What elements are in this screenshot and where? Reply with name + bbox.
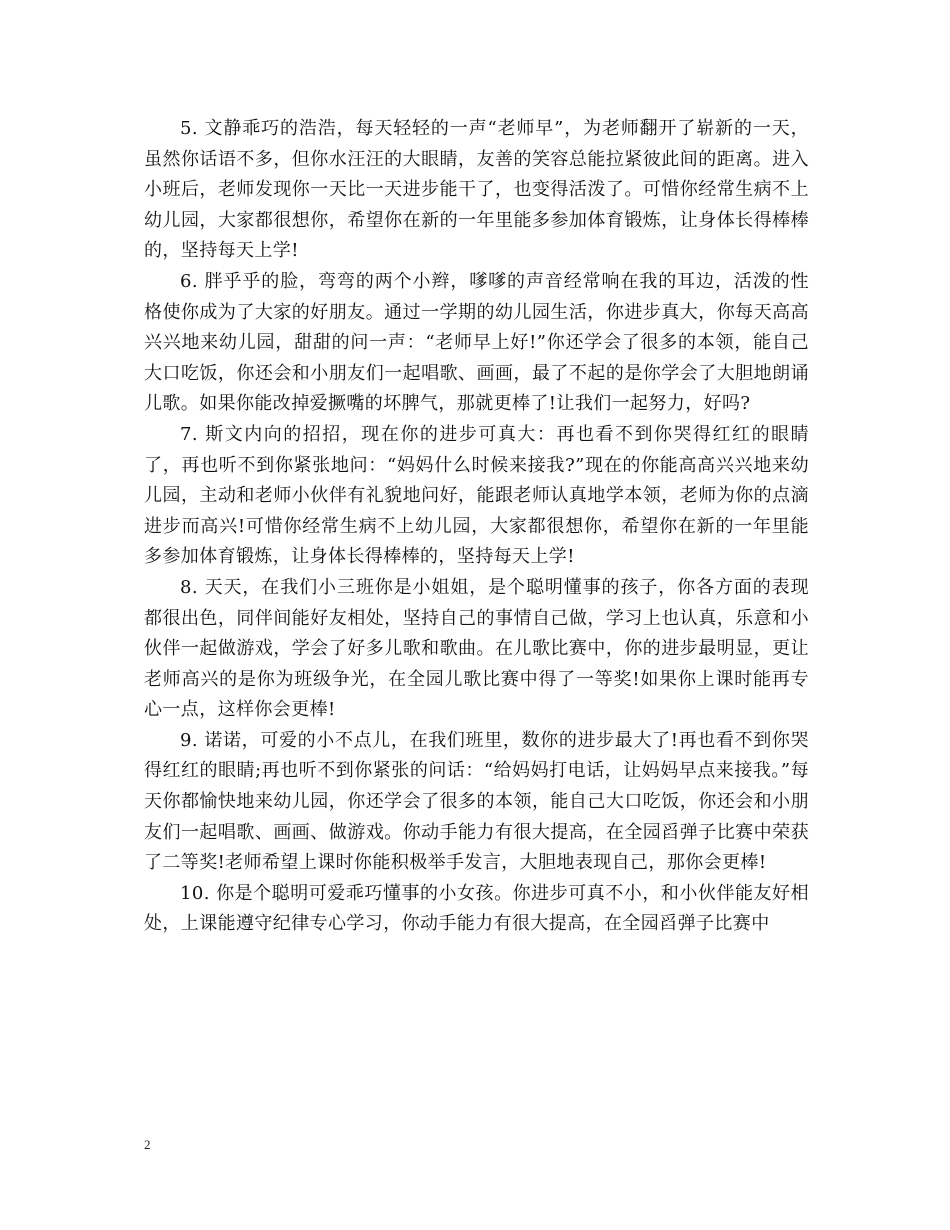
paragraph-8: 8. 天天，在我们小三班你是小姐姐，是个聪明懂事的孩子，你各方面的表现都很出色，同伴间能好友相处，坚持自己的事情自己做，学习上也认真，乐意和小伙伴一起做游戏，学会了好多儿歌和歌曲。在儿歌比赛中，你的进步最明显，更让老师高兴的是你为班级争光，在全园儿歌比赛中得了一等奖!如果你上课时能再专心一点，这样你会更棒! xyxy=(144,576,809,721)
paragraph-7: 7. 斯文内向的招招，现在你的进步可真大：再也看不到你哭得红红的眼睛了，再也听不到你紧张地问：“妈妈什么时候来接我?”现在的你能高高兴兴地来幼儿园，主动和老师小伙伴有礼貌地问好，能跟老师认真地学本领，老师为你的点滴进步而高兴!可惜你经常生病不上幼儿园，大家都很想你，希望你在新的一年里能多参加体育锻炼，让身体长得棒棒的，坚持每天上学! xyxy=(144,423,809,568)
page-number: 2 xyxy=(144,1137,151,1152)
paragraph-10: 10. 你是个聪明可爱乖巧懂事的小女孩。你进步可真不小，和小伙伴能友好相处，上课能遵守纪律专心学习，你动手能力有很大提高，在全园舀弹子比赛中 xyxy=(144,882,809,935)
document-body xyxy=(144,114,809,940)
paragraph-9: 9. 诺诺，可爱的小不点儿，在我们班里，数你的进步最大了!再也看不到你哭得红红的眼睛;再也听不到你紧张的问话：“给妈妈打电话，让妈妈早点来接我。”每天你都愉快地来幼儿园，你还学会了很多的本领，能自己大口吃饭，你还会和小朋友们一起唱歌、画画、做游戏。你动手能力有很大提高，在全园舀弹子比赛中荣获了二等奖!老师希望上课时你能积极举手发言，大胆地表现自己，那你会更棒! xyxy=(144,729,809,874)
paragraph-6: 6. 胖乎乎的脸，弯弯的两个小辫，嗲嗲的声音经常响在我的耳边，活泼的性格使你成为了大家的好朋友。通过一学期的幼儿园生活，你进步真大，你每天高高兴兴地来幼儿园，甜甜的问一声：“老师早上好!”你还学会了很多的本领，能自己大口吃饭，你还会和小朋友们一起唱歌、画画，最了不起的是你学会了大胆地朗诵儿歌。如果你能改掉爱撅嘴的坏脾气，那就更棒了!让我们一起努力，好吗? xyxy=(144,270,809,415)
paragraph-5: 5. 文静乖巧的浩浩，每天轻轻的一声“老师早”，为老师翻开了崭新的一天，虽然你话语不多，但你水汪汪的大眼睛，友善的笑容总能拉紧彼此间的距离。进入小班后，老师发现你一天比一天进步能干了，也变得活泼了。可惜你经常生病不上幼儿园，大家都很想你，希望你在新的一年里能多参加体育锻炼，让身体长得棒棒的，坚持每天上学! xyxy=(144,118,809,262)
